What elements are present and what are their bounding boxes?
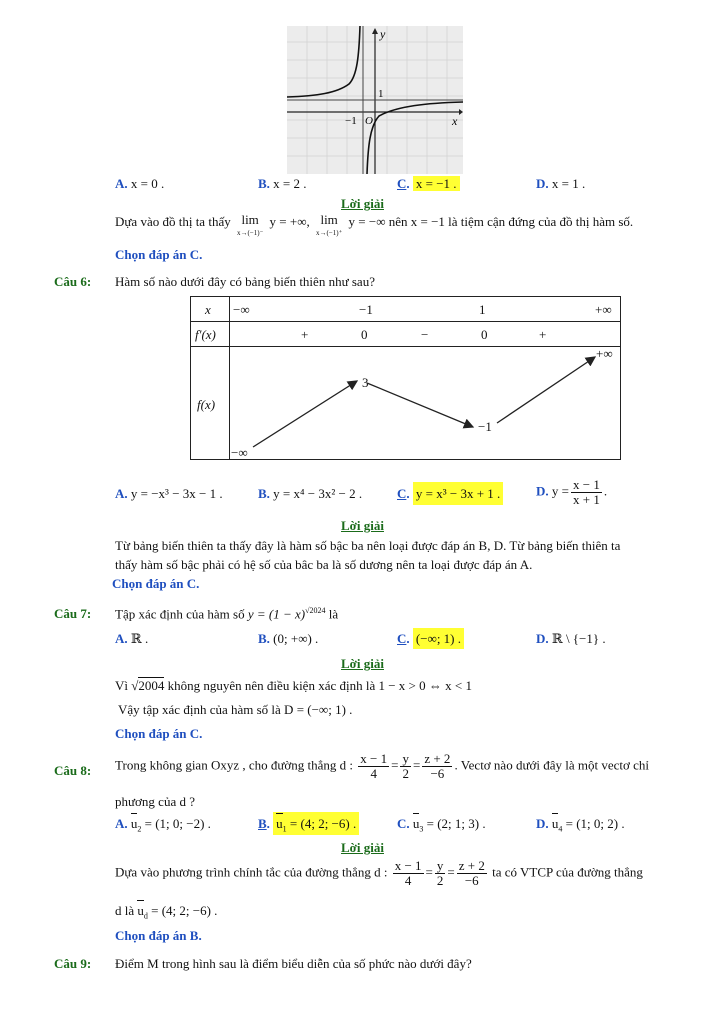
label-origin: O	[365, 115, 373, 127]
q5-choose-answer: Chọn đáp án C.	[115, 247, 203, 262]
y-label: y	[380, 27, 386, 41]
q7-option-b[interactable]: B. (0; +∞) .	[258, 631, 319, 646]
q7-label: Câu 7:	[54, 606, 92, 621]
q6-label: Câu 6:	[54, 274, 92, 289]
q5-option-b[interactable]: B. x = 2 .	[258, 176, 307, 191]
q9-label: Câu 9:	[54, 956, 92, 971]
label-minus-one: −1	[345, 115, 357, 127]
table-fprime-label: f′(x)	[195, 327, 216, 342]
q8-question: Trong không gian Oxyz , cho đường thẳng d : $\frac{x - 1}{4}$ = $\frac{y}{2}$ = $\frac{z + 2}{-6}$ . Vectơ nào dưới đây là một vectơ chỉ	[115, 751, 650, 781]
q5-solution-title: Lời giải	[341, 196, 384, 211]
x-label: x	[452, 114, 458, 128]
q5-option-a[interactable]: A. x = 0 .	[115, 176, 165, 191]
q6-option-d[interactable]: D. y = $\frac{x - 1}{x + 1}$ .	[536, 477, 608, 507]
q8-option-c[interactable]: C. $u_3 = (2$; 1; 3) .	[397, 816, 486, 834]
q8-solution-line2: d là $u_d = (4$; 2; −6) .	[115, 903, 218, 921]
q7-question: Tập xác định của hàm số $y = (1 - x)^{√2024}$ là	[115, 606, 339, 622]
q6-option-c[interactable]: C. y = x³ − 3x + 1 .	[397, 486, 503, 502]
label-one: 1	[378, 88, 384, 100]
q6-question: Hàm số nào dưới đây có bảng biến thiên như sau?	[115, 274, 375, 289]
q5-option-c[interactable]: C. x = −1 .	[397, 176, 460, 192]
q9-question: Điểm M trong hình sau là điểm biểu diễn của số phức nào dưới đây?	[115, 956, 472, 971]
q6-option-a[interactable]: A. y = −x³ − 3x − 1 .	[115, 486, 223, 501]
table-x-value: 1	[479, 302, 486, 317]
q8-option-a[interactable]: A. $u_2 = (1$; 0; −2) .	[115, 816, 211, 834]
q6-solution-title: Lời giải	[341, 518, 384, 533]
q8-option-d[interactable]: D. $u_4 = (1$; 0; 2) .	[536, 816, 625, 834]
q7-option-a[interactable]: A. ℝ .	[115, 631, 149, 646]
variation-arrows	[191, 297, 620, 459]
q6-option-b[interactable]: B. y = x⁴ − 3x² − 2 .	[258, 486, 363, 501]
table-fprime-value: 0	[361, 327, 368, 342]
table-f-value: 3	[362, 375, 369, 390]
table-fprime-value: +	[539, 327, 547, 342]
table-f-value: −∞	[231, 445, 248, 460]
table-x-label: x	[205, 302, 211, 317]
q7-choose-answer: Chọn đáp án C.	[115, 726, 203, 741]
table-fprime-value: −	[421, 327, 429, 342]
table-x-value: −1	[359, 302, 373, 317]
q7-solution-line2: Vậy tập xác định của hàm số là D = (−∞; 1) .	[118, 702, 353, 717]
q5-option-d[interactable]: D. x = 1 .	[536, 176, 586, 191]
q5-solution-text: Dựa vào đồ thị ta thấy lim x→(−1)⁻ y = +∞, lim x→(−1)⁺ y = −∞ nên x = −1 là tiệm cận đứng của đồ thị hàm số.	[115, 212, 634, 237]
q8-choose-answer: Chọn đáp án B.	[115, 928, 202, 943]
q7-option-d[interactable]: D. ℝ \ {−1} .	[536, 631, 606, 646]
table-fprime-value: +	[301, 327, 309, 342]
q6-solution-line2: thấy hàm số bậc phải có hệ số của bâc ba là số dương nên ta loại được đáp án A.	[115, 557, 533, 572]
table-x-value: −∞	[233, 302, 250, 317]
q8-label: Câu 8:	[54, 763, 92, 778]
q8-solution-line1: Dựa vào phương trình chính tắc của đường thẳng d : $\frac{x - 1}{4}$ = $\frac{y}{2}$ = $\frac{z + 2}{-6}$ ta có VTCP của đường thẳng	[115, 858, 643, 888]
q8-solution-title: Lời giải	[341, 840, 384, 855]
variation-table	[190, 296, 621, 460]
table-f-value: −1	[478, 419, 492, 434]
q6-solution-line1: Từ bảng biến thiên ta thấy đây là hàm số bậc ba nên loại được đáp án B, D. Từ bảng biến thiên ta	[115, 538, 621, 553]
table-f-label: f(x)	[197, 397, 216, 412]
q8-question-line2: phương của d ?	[115, 794, 195, 809]
graph-figure	[287, 26, 463, 174]
table-x-value: +∞	[595, 302, 612, 317]
q7-solution-line1: Vì √2004 không nguyên nên điều kiện xác định là 1 − x > 0 ⇔ x < 1	[115, 678, 472, 693]
q7-option-c[interactable]: C. (−∞; 1) .	[397, 631, 464, 647]
q6-choose-answer: Chọn đáp án C.	[112, 576, 200, 591]
q8-option-b[interactable]: B. $u_1 = (4$; 2; −6) .	[258, 816, 359, 834]
table-f-value: +∞	[596, 346, 613, 361]
table-fprime-value: 0	[481, 327, 488, 342]
q7-solution-title: Lời giải	[341, 656, 384, 671]
